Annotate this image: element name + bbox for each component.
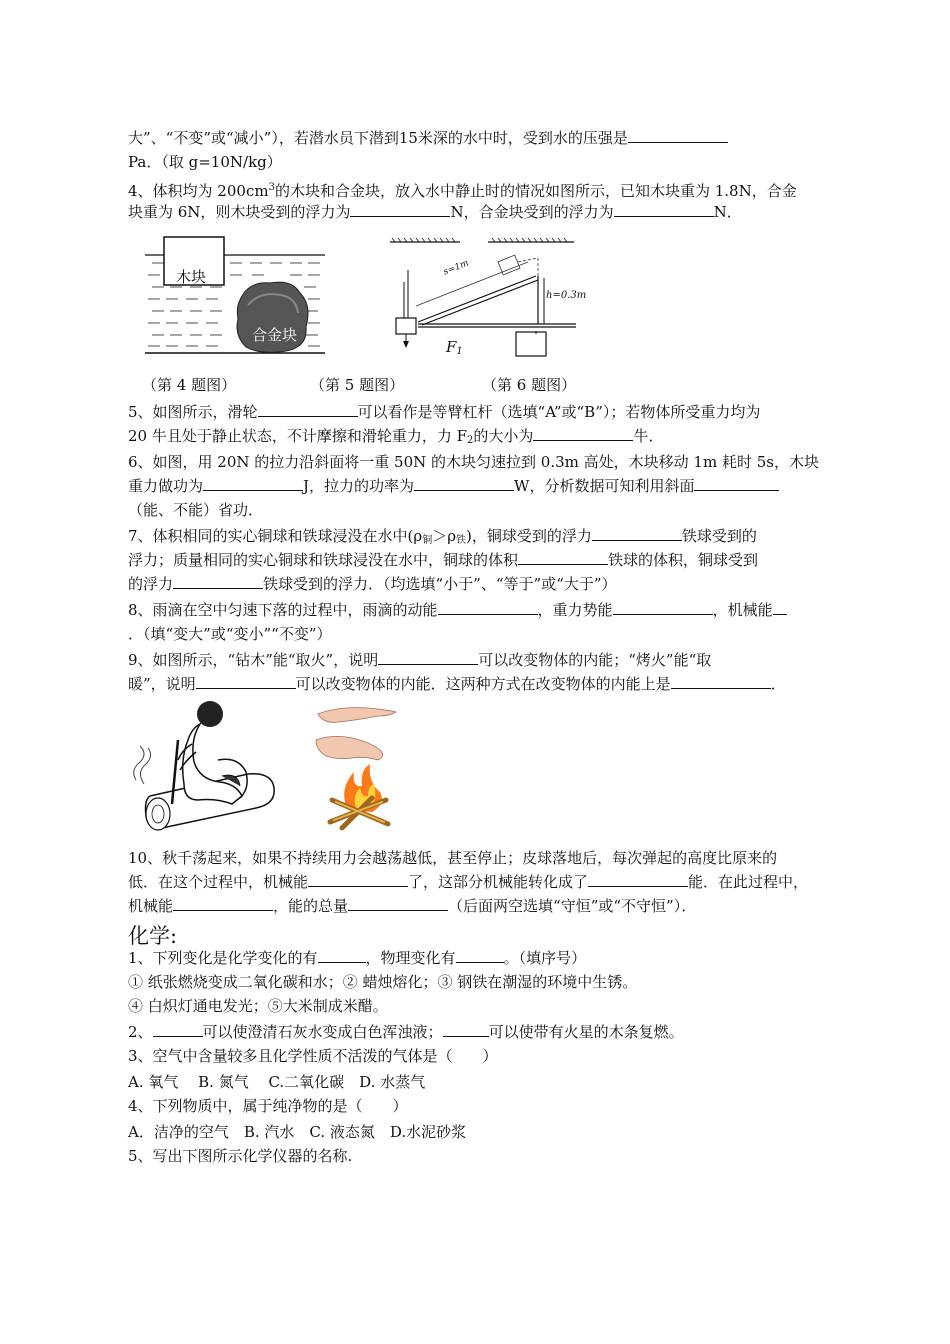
q7-text: )，铜球受到的浮力 <box>466 527 592 545</box>
figure-9-warming-hands <box>308 700 403 835</box>
chemistry-heading: 化学: <box>128 924 178 948</box>
q8-line1 <box>128 598 828 622</box>
figure-9-drilling-wood <box>128 700 278 835</box>
q4-text: N，合金块受到的浮力为 <box>450 203 614 221</box>
q7-text: 铁球受到的 <box>681 527 757 545</box>
answer-blank[interactable] <box>258 400 358 417</box>
c5-question: 5、写出下图所示化学仪器的名称. <box>128 1147 353 1165</box>
answer-blank[interactable] <box>350 200 450 217</box>
answer-blank[interactable] <box>153 1020 203 1037</box>
answer-blank[interactable] <box>438 598 538 615</box>
c1-options-1: ① 纸张燃烧变成二氧化碳和水；② 蜡烛熔化；③ 钢铁在潮湿的环境中生锈。 <box>128 973 638 991</box>
c4-options: A．洁净的空气 B. 汽水 C. 液态氮 D.水泥砂浆 <box>128 1123 467 1141</box>
answer-blank[interactable] <box>533 424 633 441</box>
answer-blank[interactable] <box>614 200 714 217</box>
q10-text: 10、秋千荡起来，如果不持续用力会越荡越低，甚至停止；皮球落地后，每次弹起的高度比原来的 <box>128 849 778 867</box>
q5-subscript: 2 <box>467 435 474 446</box>
c1-options-2: ④ 白炽灯通电发光；⑤大米制成米醋。 <box>128 997 388 1015</box>
answer-blank[interactable] <box>456 946 504 963</box>
q9-line2 <box>128 672 828 696</box>
q10-text: 机械能 <box>128 897 174 915</box>
q6-line3 <box>128 498 828 522</box>
answer-blank[interactable] <box>414 474 514 491</box>
q8-text: ．（填“变大”或“变小”“不变”） <box>128 625 332 643</box>
c1-line1 <box>128 946 828 970</box>
answer-blank[interactable] <box>613 598 713 615</box>
hand-top <box>318 708 396 723</box>
answer-blank[interactable] <box>588 870 688 887</box>
answer-blank[interactable] <box>443 1020 489 1037</box>
q7-text: 7、体积相同的实心铜球和铁球浸没在水中(ρ <box>128 527 423 545</box>
q10-line1 <box>128 846 828 870</box>
q5-text: 的大小为 <box>473 427 534 445</box>
q6-line1 <box>128 450 828 474</box>
q10-text: 了，这部分机械能转化成了 <box>408 873 589 891</box>
q10-text: ，能的总量 <box>273 897 349 915</box>
q3-line2 <box>128 150 828 174</box>
answer-blank[interactable] <box>308 870 408 887</box>
q10-text: 低．在这个过程中，机械能 <box>128 873 309 891</box>
q10-text: （后面两空选填“守恒”或“不守恒”）． <box>448 897 697 915</box>
q9-text: ． <box>770 675 786 693</box>
q7-line3 <box>128 572 828 596</box>
q4-line2 <box>128 200 828 224</box>
q9-text: 可以改变物体的内能；“烤火”能“取 <box>478 651 712 669</box>
figure-4-floating-blocks <box>140 235 330 357</box>
q6-text: W，分析数据可知利用斜面 <box>514 477 695 495</box>
q9-text: 9、如图所示，“钻木”能“取火”，说明 <box>128 651 379 669</box>
q6-text: 6、如图，用 20N 的拉力沿斜面将一重 50N 的木块匀速拉到 0.3m 高处，木块移动 1m 耗时 5s，木块 <box>128 453 819 471</box>
answer-blank[interactable] <box>694 474 779 491</box>
q4-text: N． <box>713 203 742 221</box>
q4-text: 块重为 6N，则木块受到的浮力为 <box>128 203 351 221</box>
q7-text: 浮力；质量相同的实心铜球和铁球浸没在水中，铜球的体积 <box>128 551 519 569</box>
q4-line1 <box>128 176 828 203</box>
answer-blank[interactable] <box>628 126 728 143</box>
q7-text: ＞ρ <box>432 527 457 545</box>
q9-line1 <box>128 648 828 672</box>
q7-subscript: 铁 <box>456 535 467 546</box>
q5-text: 可以看作是等臂杠杆（选填“A”或“B”）；若物体所受重力均为 <box>357 403 761 421</box>
answer-blank[interactable] <box>318 946 366 963</box>
q6-line2 <box>128 474 828 498</box>
answer-blank[interactable] <box>196 672 296 689</box>
q6-text: J，拉力的功率为 <box>303 477 415 495</box>
q9-text: 暖”，说明 <box>128 675 196 693</box>
q5-line2 <box>128 424 828 453</box>
wood-label: 木块 <box>176 268 207 286</box>
answer-blank[interactable] <box>773 598 787 615</box>
q8-text: 8、雨滴在空中匀速下落的过程中，雨滴的动能 <box>128 601 438 619</box>
q5-text: 牛． <box>633 427 664 445</box>
fig6-s-label: s=1m <box>442 258 471 278</box>
fig6-force-label: $F_1$ <box>446 338 463 357</box>
c3-question: 3、空气中含量较多且化学性质不活泼的气体是（ ） <box>128 1047 498 1065</box>
fig6-h-label: h=0.3m <box>546 290 587 301</box>
q10-line2 <box>128 870 828 894</box>
q4-text: 的木块和合金块，放入水中静止时的情况如图所示，已知木块重为 1.8N，合金 <box>274 182 797 200</box>
answer-blank[interactable] <box>348 894 448 911</box>
q7-text: 铁球的体积，铜球受到 <box>608 551 759 569</box>
q4-superscript: 3 <box>268 182 275 193</box>
c4-question: 4、下列物质中，属于纯净物的是（ ） <box>128 1097 408 1115</box>
c1-text: ，物理变化有 <box>365 949 456 967</box>
q7-text: 铁球受到的浮力．（均选填“小于”、“等于”或“大于”） <box>263 575 617 593</box>
answer-blank[interactable] <box>378 648 478 665</box>
c2-text: 可以使带有火星的木条复燃。 <box>488 1023 684 1041</box>
q7-subscript: 铜 <box>422 535 433 546</box>
answer-blank[interactable] <box>671 672 771 689</box>
q8-text: ，机械能 <box>712 601 773 619</box>
c3-options: A. 氧气 B. 氮气 C.二氧化碳 D. 水蒸气 <box>128 1073 426 1091</box>
q5-text: 5、如图所示，滑轮 <box>128 403 258 421</box>
q3-text: 大”、“不变”或“减小”），若潜水员下潜到15米深的水中时，受到水的压强是 <box>128 129 628 147</box>
hand-bottom <box>316 736 383 760</box>
c1-text: 。（填序号） <box>503 949 587 967</box>
caption-fig4: （第 4 题图） <box>142 376 237 394</box>
q3-text-unit: Pa．（取 g=10N/kg） <box>128 153 282 171</box>
q6-text: （能、不能）省功． <box>128 501 264 519</box>
q8-line2 <box>128 622 828 646</box>
answer-blank[interactable] <box>173 894 273 911</box>
answer-blank[interactable] <box>518 548 608 565</box>
c2-text: 2、 <box>128 1023 153 1041</box>
answer-blank[interactable] <box>592 524 682 541</box>
c1-text: 1、下列变化是化学变化的有 <box>128 949 318 967</box>
caption-fig5: （第 5 题图） <box>310 376 405 394</box>
c2-text: 可以使澄清石灰水变成白色浑浊液； <box>202 1023 443 1041</box>
q7-line2 <box>128 548 828 572</box>
q10-line3 <box>128 894 828 918</box>
q9-text: 可以改变物体的内能．这两种方式在改变物体的内能上是 <box>295 675 671 693</box>
q4-text: 4、体积均为 200cm <box>128 182 269 200</box>
q10-text: 能．在此过程中， <box>688 873 809 891</box>
answer-blank[interactable] <box>203 474 303 491</box>
q6-text: 重力做功为 <box>128 477 204 495</box>
q3-line1 <box>128 126 828 150</box>
caption-fig6: （第 6 题图） <box>482 376 577 394</box>
q5-text: 20 牛且处于静止状态，不计摩擦和滑轮重力，力 F <box>128 427 468 445</box>
answer-blank[interactable] <box>173 572 263 589</box>
q5-line1 <box>128 400 828 424</box>
c2-line <box>128 1020 828 1044</box>
alloy-label: 合金块 <box>252 326 298 344</box>
q8-text: ，重力势能 <box>537 601 613 619</box>
q7-text: 的浮力 <box>128 575 174 593</box>
